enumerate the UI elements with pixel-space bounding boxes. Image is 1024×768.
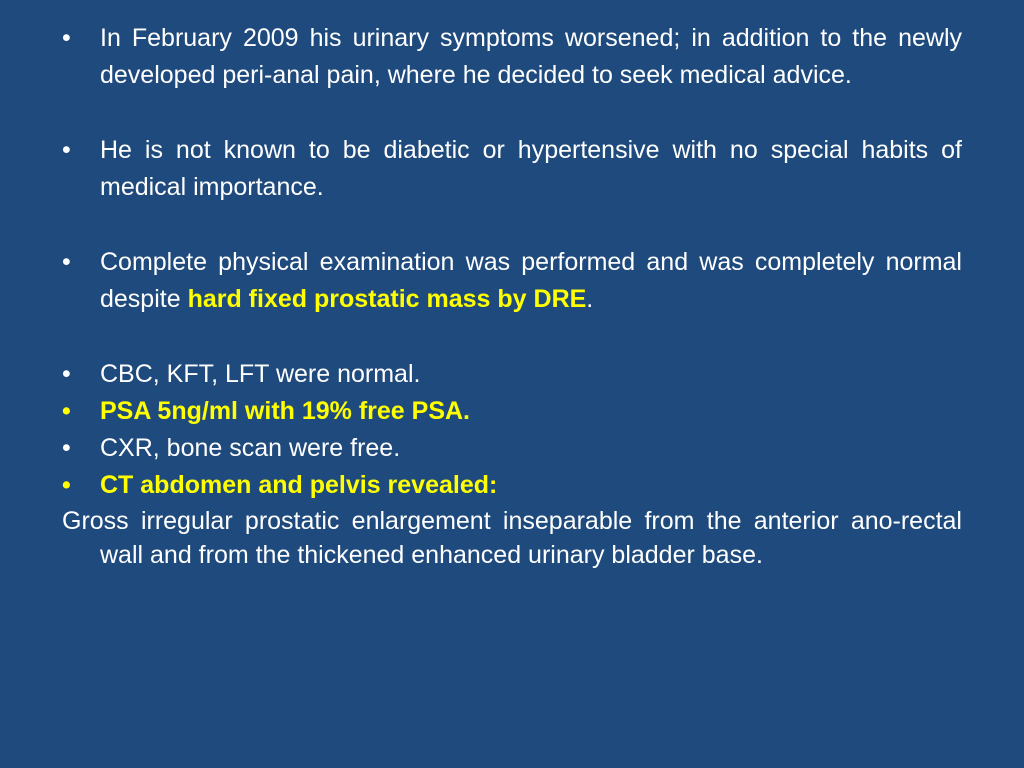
- bullet-text: Complete physical examination was performed and was completely normal despite: [100, 248, 962, 313]
- bullet-dot: •: [62, 360, 71, 388]
- bullet-ct: [62, 467, 962, 504]
- bullet-text: PSA 5ng/ml with 19% free PSA.: [100, 397, 471, 425]
- bullet-dot: •: [62, 397, 71, 425]
- highlight-text: hard fixed prostatic mass by DRE: [187, 285, 587, 313]
- bullet-imaging: [62, 430, 962, 467]
- bullet-text: CT abdomen and pelvis revealed:: [100, 471, 498, 499]
- bullet-symptoms: [62, 20, 962, 94]
- bullet-text: CXR, bone scan were free.: [100, 434, 401, 462]
- bullet-dot: •: [62, 248, 71, 276]
- bullet-dot: •: [62, 471, 71, 499]
- bullet-examination: [62, 244, 962, 318]
- bullet-text-end: .: [586, 285, 594, 313]
- bullet-dot: •: [62, 24, 71, 52]
- bullet-text: He is not known to be diabetic or hypertensive with no special habits of medical importance.: [100, 136, 962, 201]
- bullet-dot: •: [62, 136, 71, 164]
- bullet-history: [62, 132, 962, 206]
- bullet-labs: [62, 356, 962, 393]
- bullet-dot: •: [62, 434, 71, 462]
- bullet-psa: [62, 393, 962, 430]
- bullet-text: CBC, KFT, LFT were normal.: [100, 360, 421, 388]
- bullet-text: In February 2009 his urinary symptoms worsened; in addition to the newly developed peri-anal pain, where he decided to seek medical advice.: [100, 24, 962, 89]
- ct-findings-paragraph: Gross irregular prostatic enlargement inseparable from the anterior ano-rectal wall and from the thickened enhanced urinary bladder base.: [62, 507, 962, 569]
